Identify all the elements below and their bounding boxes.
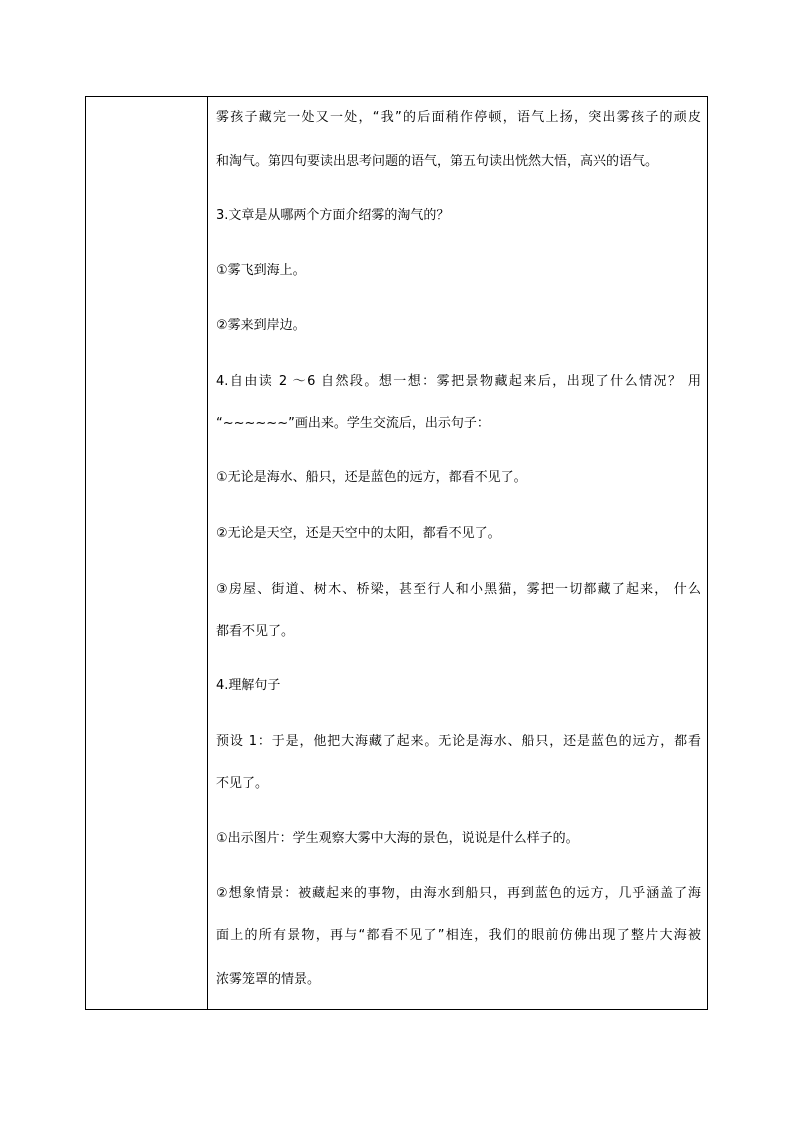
text-line: ③房屋、街道、树木、桥梁，甚至行人和小黑猫，雾把一切都藏了起来， 什么 xyxy=(216,582,701,597)
table-right-cell xyxy=(208,97,707,1009)
table-left-cell xyxy=(86,97,208,1009)
content-table xyxy=(85,96,708,1010)
text-line: 和淘气。第四句要读出思考问题的语气，第五句读出恍然大悟，高兴的语气。 xyxy=(216,154,659,169)
text-line: 3.文章是从哪两个方面介绍雾的淘气的？ xyxy=(216,208,450,223)
text-line: 雾孩子藏完一处又一处，“我”的后面稍作停顿，语气上扬，突出雾孩子的顽皮 xyxy=(216,110,701,125)
text-line: 4.自由读 2 ～6 自然段。想一想：雾把景物藏起来后，出现了什么情况？ 用 xyxy=(216,374,701,389)
text-line: ①出示图片：学生观察大雾中大海的景色，说说是什么样子的。 xyxy=(216,831,579,846)
text-line: ①雾飞到海上。 xyxy=(216,263,306,278)
text-line: 面上的所有景物，再与“都看不见了”相连，我们的眼前仿佛出现了整片大海被 xyxy=(216,928,701,943)
text-line: 都看不见了。 xyxy=(216,624,295,639)
text-line: “~~~~~~”画出来。学生交流后，出示句子： xyxy=(216,416,490,431)
text-line: 预设 1：于是，他把大海藏了起来。无论是海水、船只，还是蓝色的远方，都看 xyxy=(216,734,701,749)
text-line: ②雾来到岸边。 xyxy=(216,318,306,333)
text-line: 4.理解句子 xyxy=(216,678,281,693)
text-line: ②无论是天空，还是天空中的太阳，都看不见了。 xyxy=(216,526,501,541)
text-line: ②想象情景：被藏起来的事物，由海水到船只，再到蓝色的远方，几乎涵盖了海 xyxy=(216,886,701,901)
text-line: 浓雾笼罩的情景。 xyxy=(216,972,321,987)
text-line: 不见了。 xyxy=(216,776,269,791)
text-line: ①无论是海水、船只，还是蓝色的远方，都看不见了。 xyxy=(216,470,527,485)
